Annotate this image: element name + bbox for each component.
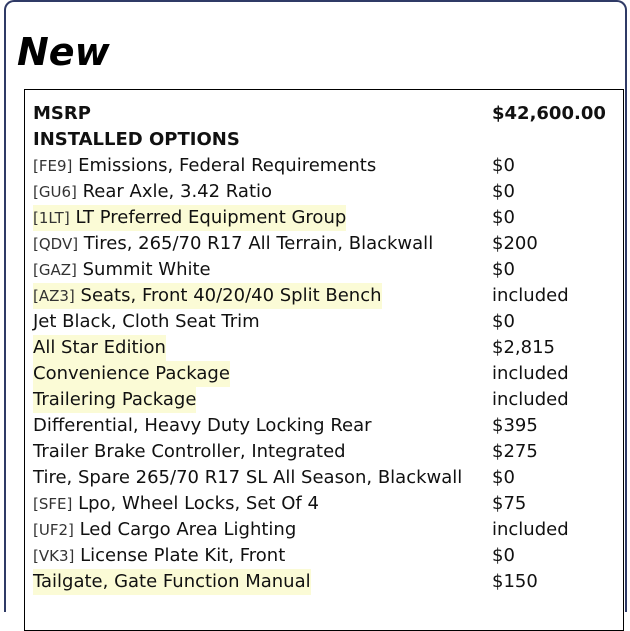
option-price: $75 <box>492 493 527 514</box>
option-name: Trailer Brake Controller, Integrated <box>33 441 346 462</box>
option-name: Trailering Package <box>33 389 197 410</box>
option-price: $0 <box>492 259 515 280</box>
option-price: $0 <box>492 311 515 332</box>
options-header-label: INSTALLED OPTIONS <box>33 129 240 150</box>
option-price: $0 <box>492 207 515 228</box>
option-label <box>33 257 211 283</box>
option-label <box>33 179 272 205</box>
option-label <box>33 387 196 413</box>
pricing-table <box>24 89 624 631</box>
option-label <box>33 413 372 439</box>
option-label <box>33 335 166 361</box>
option-name: Tires, 265/70 R17 All Terrain, Blackwall <box>83 233 434 254</box>
option-label <box>33 439 346 465</box>
option-price: $0 <box>492 467 515 488</box>
option-name: Rear Axle, 3.42 Ratio <box>82 181 273 202</box>
option-name: Seats, Front 40/20/40 Split Bench <box>80 285 382 306</box>
option-price: $0 <box>492 181 515 202</box>
msrp-value: $42,600.00 <box>492 103 606 124</box>
option-label <box>33 491 319 517</box>
page-title: New <box>17 30 110 74</box>
option-name: LT Preferred Equipment Group <box>75 207 347 228</box>
option-code: [1LT] <box>33 209 70 227</box>
option-label <box>33 361 230 387</box>
option-code: [VK3] <box>33 547 75 565</box>
option-label <box>33 517 296 543</box>
option-price: included <box>492 285 569 306</box>
option-label <box>33 205 346 231</box>
option-price: $395 <box>492 415 538 436</box>
option-code: [QDV] <box>33 235 79 253</box>
option-name: Differential, Heavy Duty Locking Rear <box>33 415 372 436</box>
option-code: [GU6] <box>33 183 77 201</box>
option-label <box>33 153 376 179</box>
option-name: Summit White <box>82 259 211 280</box>
option-label <box>33 231 433 257</box>
option-price: $2,815 <box>492 337 555 358</box>
option-price: included <box>492 363 569 384</box>
option-price: included <box>492 389 569 410</box>
option-name: Tire, Spare 265/70 R17 SL All Season, Blackwall <box>33 467 463 488</box>
option-price: $200 <box>492 233 538 254</box>
option-price: $150 <box>492 571 538 592</box>
option-price: $0 <box>492 155 515 176</box>
option-code: [GAZ] <box>33 261 77 279</box>
option-label <box>33 283 382 309</box>
option-name: Lpo, Wheel Locks, Set Of 4 <box>78 493 319 514</box>
option-name: License Plate Kit, Front <box>80 545 286 566</box>
option-code: [UF2] <box>33 521 74 539</box>
option-code: [SFE] <box>33 495 73 513</box>
option-name: Tailgate, Gate Function Manual <box>33 571 311 592</box>
option-name: All Star Edition <box>33 337 166 358</box>
option-label <box>33 309 260 335</box>
option-name: Emissions, Federal Requirements <box>78 155 377 176</box>
option-label <box>33 465 462 491</box>
option-code: [FE9] <box>33 157 73 175</box>
option-price: included <box>492 519 569 540</box>
option-code: [AZ3] <box>33 287 75 305</box>
option-price: $275 <box>492 441 538 462</box>
option-name: Led Cargo Area Lighting <box>79 519 297 540</box>
option-name: Convenience Package <box>33 363 230 384</box>
option-label <box>33 543 285 569</box>
option-label <box>33 569 311 595</box>
option-price: $0 <box>492 545 515 566</box>
option-name: Jet Black, Cloth Seat Trim <box>33 311 260 332</box>
msrp-label: MSRP <box>33 103 91 124</box>
